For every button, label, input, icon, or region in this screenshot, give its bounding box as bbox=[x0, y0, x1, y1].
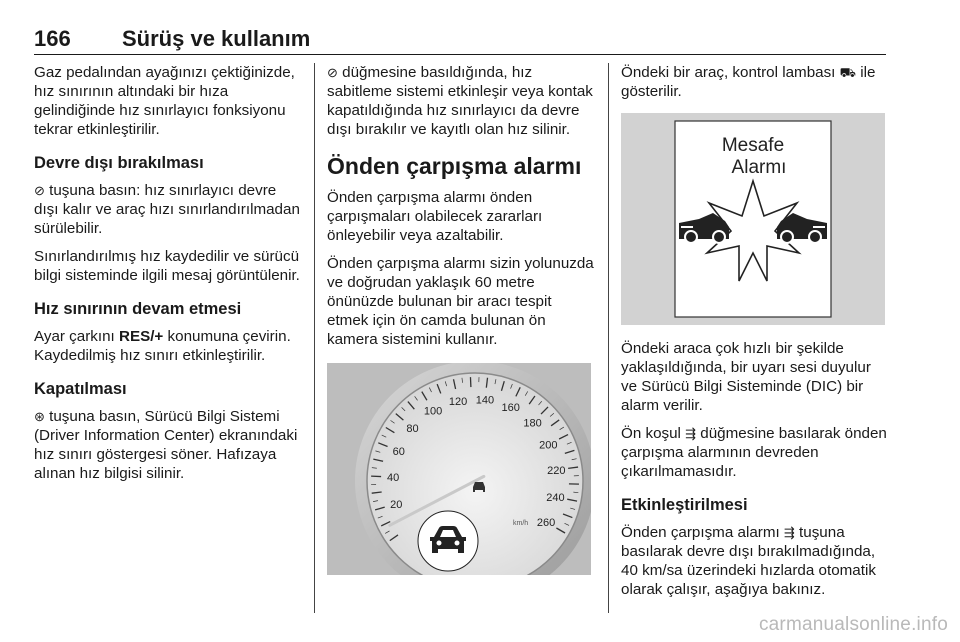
paragraph: Sınırlandırılmış hız kaydedilir ve sürücü bilgi sisteminde ilgili mesaj görüntülenir. bbox=[34, 248, 300, 284]
paragraph bbox=[34, 327, 302, 365]
paragraph-text: Ön koşul bbox=[621, 425, 686, 442]
column-divider-2 bbox=[608, 63, 609, 613]
column-1 bbox=[34, 63, 302, 492]
paragraph-text: düğmesine basılarak önden çarpışma alarmının devreden çıkarılmamasıdır. bbox=[621, 425, 887, 480]
gauge-label: 200 bbox=[539, 439, 558, 452]
paragraph-text: Ayar çarkını bbox=[34, 328, 119, 345]
gauge-label: 180 bbox=[523, 417, 542, 430]
paragraph bbox=[621, 63, 889, 101]
paragraph-text: konumuna çevirin. Kaydedilmiş hız sınırı etkinleştirilir. bbox=[34, 328, 291, 364]
watermark: carmanualsonline.info bbox=[758, 614, 948, 635]
paragraph-text: ile gösterilir. bbox=[621, 64, 876, 100]
paragraph bbox=[34, 181, 302, 238]
collision-warning-illustration bbox=[621, 113, 885, 325]
paragraph: Gaz pedalından ayağınızı çektiğinizde, hız sınırının altındaki bir hıza gelindiğinde hız sınırlayıcı fonksiyonu tekrar etkinleştirilir. bbox=[34, 64, 295, 138]
paragraph: Öndeki araca çok hızlı bir şekilde yaklaşıldığında, bir uyarı sesi duyulur ve Sürücü Bilgi Sisteminde (DIC) bir alarm verilir. bbox=[621, 340, 871, 414]
paragraph-text: düğmesine basıldığında, hız sabitleme sistemi etkinleşir veya kontak kapatıldığında hız sınırlayıcı da devre dışı bırakılır ve kayıtlı olan hız silinir. bbox=[327, 64, 593, 138]
column-divider-1 bbox=[314, 63, 315, 613]
speed-limiter-icon: ⊛ bbox=[34, 409, 45, 424]
paragraph bbox=[621, 523, 889, 599]
section-title: Sürüş ve kullanım bbox=[122, 26, 311, 51]
paragraph-text: tuşuna basılarak devre dışı bırakılmadığında, 40 km/sa üzerindeki hızlarda otomatik olarak çalışır, aşağıya bakınız. bbox=[621, 524, 876, 598]
speedometer-illustration bbox=[327, 363, 591, 575]
warning-title-line1: Mesafe bbox=[721, 135, 785, 156]
column-2 bbox=[327, 63, 595, 589]
gauge-label: 160 bbox=[501, 402, 520, 415]
paragraph-text: Önden çarpışma alarmı bbox=[621, 524, 784, 541]
paragraph-text: tuşuna basın: hız sınırlayıcı devre dışı kalır ve araç hızı sınırlandırılmadan sürülebilir. bbox=[34, 182, 300, 237]
res-label: RES/+ bbox=[118, 328, 164, 345]
page-number: 166 bbox=[34, 26, 71, 51]
paragraph-text: Öndeki bir araç, kontrol lambası bbox=[621, 64, 840, 81]
paragraph: Önden çarpışma alarmı önden çarpışmaları olabilecek zararları önleyebilir veya azaltabilir. bbox=[327, 189, 543, 244]
speed-limiter-off-icon: ⊘ bbox=[34, 183, 45, 198]
gauge-label: 260 bbox=[536, 517, 556, 529]
gauge-label: 100 bbox=[423, 405, 443, 418]
paragraph bbox=[621, 424, 889, 481]
paragraph: Önden çarpışma alarmı sizin yolunuzda ve doğrudan yaklaşık 60 metre önünüzde bulunan bir aracı tespit etmek için ön camda bulunan ön kamera sistemini kullanır. bbox=[327, 255, 594, 348]
collision-alert-icon: ⇶ bbox=[783, 525, 795, 540]
gauge-label: 80 bbox=[406, 422, 419, 435]
gauge-label: 40 bbox=[386, 472, 400, 485]
heading-etkinlestirilmesi: Etkinleştirilmesi bbox=[621, 496, 748, 514]
heading-onden-carpisma: Önden çarpışma alarmı bbox=[327, 153, 582, 179]
gauge-label: 220 bbox=[547, 465, 566, 478]
paragraph-text: tuşuna basın, Sürücü Bilgi Sistemi (Driver Information Center) ekranındaki hız sınırı göstergesi söner. Hafızaya alınan hız bilgisi silinir. bbox=[34, 408, 298, 482]
paragraph bbox=[327, 63, 595, 139]
gauge-label: 60 bbox=[392, 445, 405, 458]
vehicle-ahead-icon: ⛟ bbox=[839, 65, 856, 80]
heading-devre-disi: Devre dışı bırakılması bbox=[34, 154, 204, 172]
paragraph bbox=[34, 407, 302, 483]
collision-alert-icon: ⇶ bbox=[685, 426, 697, 441]
cruise-off-icon: ⊘ bbox=[327, 65, 338, 80]
gauge-unit: km/h bbox=[513, 520, 529, 527]
gauge-label: 120 bbox=[448, 395, 468, 408]
gauge-label: 140 bbox=[475, 394, 495, 407]
warning-title-line2: Alarmı bbox=[731, 157, 787, 178]
gauge-label: 240 bbox=[546, 491, 565, 504]
heading-devam: Hız sınırının devam etmesi bbox=[34, 300, 242, 318]
page-header bbox=[34, 26, 886, 55]
heading-kapatilmasi: Kapatılması bbox=[34, 380, 127, 398]
column-3 bbox=[621, 63, 889, 608]
gauge-label: 20 bbox=[390, 498, 403, 511]
